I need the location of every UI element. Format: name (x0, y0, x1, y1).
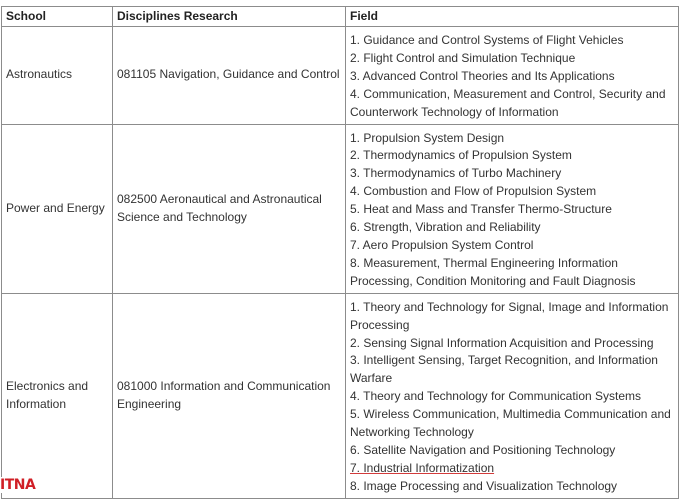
field-item: 1. Theory and Technology for Signal, Image and Information Processing (350, 299, 669, 332)
field-item: 5. Wireless Communication, Multimedia Communication and Networking Technology (350, 407, 671, 440)
table-row (2, 27, 679, 125)
field-item: 1. Propulsion System Design (350, 130, 505, 145)
field-item: 3. Advanced Control Theories and Its Applications (350, 68, 615, 83)
field-item: 3. Thermodynamics of Turbo Machinery (350, 166, 562, 181)
field-item: 1. Guidance and Control Systems of Flight Vehicles (350, 33, 624, 47)
field-cell (346, 124, 679, 293)
field-item: 3. Intelligent Sensing, Target Recognition, and Information Warfare (350, 353, 658, 386)
field-item: 2. Thermodynamics of Propulsion System (350, 148, 572, 163)
header-field: Field (346, 7, 679, 27)
header-disciplines-research: Disciplines Research (113, 7, 346, 27)
school-cell: Power and Energy (2, 124, 113, 293)
field-cell (346, 293, 679, 498)
discipline-cell: 081105 Navigation, Guidance and Control (113, 27, 346, 125)
discipline-cell: 082500 Aeronautical and Astronautical Science and Technology (113, 124, 346, 293)
table-row (2, 293, 679, 498)
field-item: 4. Theory and Technology for Communication Systems (350, 389, 642, 404)
table-row (2, 124, 679, 293)
field-item: 2. Sensing Signal Information Acquisition and Processing (350, 335, 654, 350)
field-item: 2. Flight Control and Simulation Technique (350, 50, 576, 65)
field-item: 5. Heat and Mass and Transfer Thermo-Structure (350, 202, 612, 217)
field-item: 4. Communication, Measurement and Control, Security and Counterwork Technology of Information (350, 86, 666, 119)
field-item: 4. Combustion and Flow of Propulsion System (350, 184, 597, 199)
field-item: 8. Image Processing and Visualization Technology (350, 478, 618, 493)
field-item: 8. Measurement, Thermal Engineering Information Processing, Condition Monitoring and Fault Diagnosis (350, 255, 636, 288)
header-row (2, 7, 679, 27)
disciplines-table (1, 6, 679, 499)
field-item: 6. Strength, Vibration and Reliability (350, 220, 541, 235)
field-cell (346, 27, 679, 125)
school-cell: Astronautics (2, 27, 113, 125)
itna-logo: ITNA (0, 477, 44, 493)
header-school: School (2, 7, 113, 27)
field-item: 7. Industrial Informatization (350, 460, 495, 475)
discipline-cell: 081000 Information and Communication Engineering (113, 293, 346, 498)
school-cell: Electronics and Information (2, 293, 113, 498)
field-item: 6. Satellite Navigation and Positioning Technology (350, 442, 616, 457)
field-item: 7. Aero Propulsion System Control (350, 237, 534, 252)
